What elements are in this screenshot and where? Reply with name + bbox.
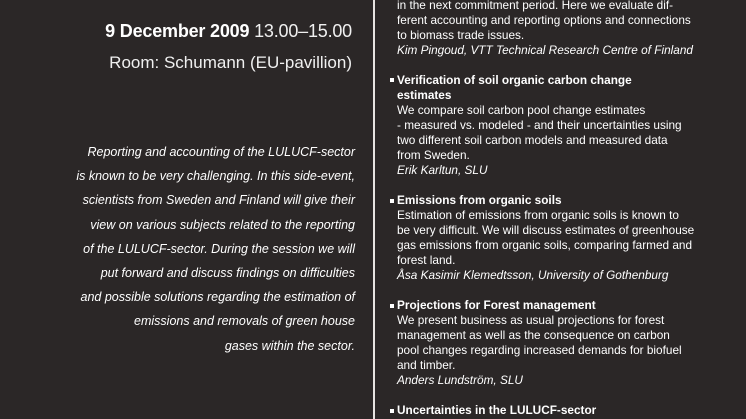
talk-text-line: and timber. (397, 358, 456, 372)
talk-author: Kim Pingoud, VTT Technical Research Centre of Finland (397, 43, 693, 57)
talk-text-line: pool changes regarding increased demands for biofuel (397, 343, 682, 357)
abstract-line: Reporting and accounting of the LULUCF-sector (87, 145, 355, 159)
talk-text-line: ferent accounting and reporting options and connections (397, 13, 691, 27)
event-time: 13.00–15.00 (254, 21, 352, 41)
talk-title: estimates (397, 88, 452, 102)
abstract-line: scientists from Sweden and Finland will give their (82, 193, 355, 208)
talk-text-line: We compare soil carbon pool change estimates (397, 103, 646, 117)
abstract-line: is known to be very challenging. In this side-event, (76, 169, 355, 184)
event-date: 9 December 2009 (105, 21, 250, 41)
talk-title: Projections for Forest management (397, 298, 596, 312)
talk-title: Emissions from organic soils (397, 193, 562, 207)
abstract-line: and possible solutions regarding the estimation of (80, 290, 355, 305)
talk-text-line: in the next commitment period. Here we evaluate dif- (397, 0, 674, 12)
abstract-line: of the LULUCF-sector. During the session we will (83, 241, 355, 256)
talk-text-line: from Sweden. (397, 148, 470, 162)
talk-text-line: We present business as usual projections for forest (397, 313, 665, 327)
column-divider (373, 0, 375, 419)
bullet-icon (390, 78, 394, 82)
abstract (55, 140, 355, 358)
talk-text-line: gas emissions from organic soils, comparing farmed and (397, 238, 693, 252)
talk-text-line: forest land. (397, 253, 456, 267)
talk-text-line: management as well as the consequence on carbon (397, 328, 670, 342)
talk-text-line: - measured vs. modeled - and their uncertainties using (397, 118, 682, 132)
abstract-line: view on various subjects related to the reporting (90, 217, 355, 232)
event-date-time (105, 21, 352, 42)
left-column (0, 0, 360, 419)
talk-title: Uncertainties in the LULUCF-sector (397, 403, 597, 417)
talk-author: Erik Karltun, SLU (397, 163, 488, 177)
abstract-line: emissions and removals of green house (134, 314, 355, 329)
abstract-line: gases within the sector. (224, 338, 355, 353)
talk-text-line: Estimation of emissions from organic soils is known to (397, 208, 679, 222)
abstract-line: put forward and discuss findings on difficulties (100, 266, 355, 281)
talk-text-line: to biomass trade issues. (397, 28, 525, 42)
talk-author: Anders Lundström, SLU (397, 373, 523, 387)
program-column (387, 0, 742, 419)
talk-title: Verification of soil organic carbon change (397, 73, 632, 87)
bullet-icon (390, 304, 394, 308)
talk-author: Åsa Kasimir Klemedtsson, University of Gothenburg (397, 268, 669, 282)
bullet-icon (390, 199, 394, 203)
event-room: Room: Schumann (EU-pavillion) (109, 53, 352, 72)
talk-text-line: two different soil carbon models and measured data (397, 133, 668, 147)
bullet-icon (390, 409, 394, 413)
talk-text-line: be very difficult. We will discuss estimates of greenhouse (397, 223, 695, 237)
